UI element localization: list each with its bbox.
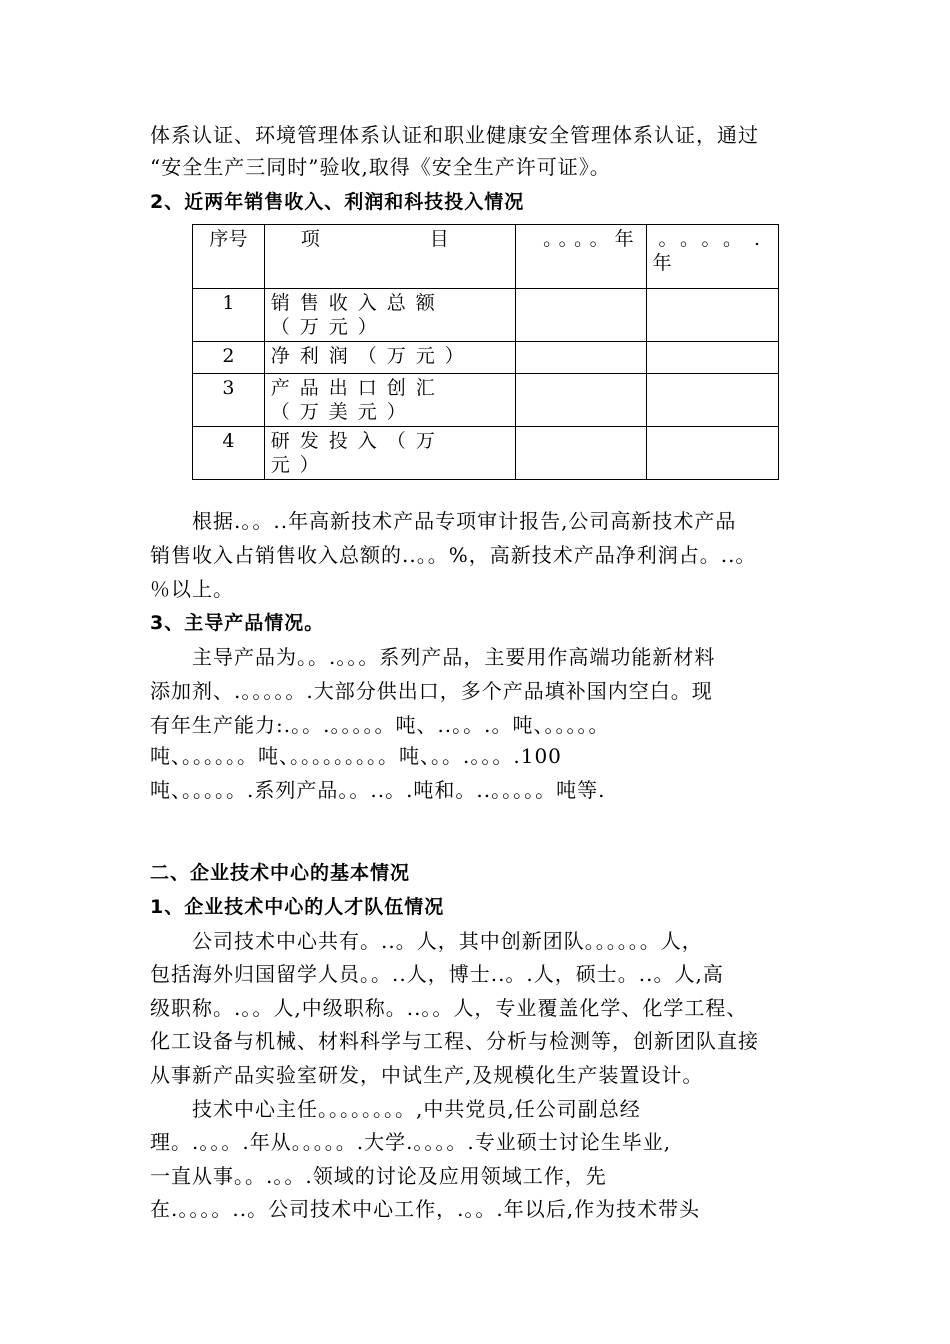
paragraph-line: 在.。。。。..。公司技术中心工作，.。。.年以后,作为技术带头	[150, 1197, 701, 1221]
row-label-line: 产品出口创汇	[270, 377, 445, 399]
header-cell-year2	[646, 225, 778, 289]
row-number: 2	[193, 342, 265, 374]
table-row	[193, 342, 779, 374]
row-label	[264, 374, 516, 427]
header-year2-top: 。。。。.	[658, 228, 772, 250]
paragraph-line: 有年生产能力:.。。.。。。。。吨、..。。.。吨、。。。。。	[150, 713, 610, 737]
section-heading: 3、主导产品情况。	[150, 612, 325, 634]
header-year2-bottom: 年	[652, 252, 672, 274]
paragraph-line: 理。.。。。.年从。。。。。.大学.。。。。.专业硕士讨论生毕业,	[150, 1130, 672, 1154]
paragraph-line: 体系认证、环境管理体系认证和职业健康安全管理体系认证，通过	[150, 123, 759, 147]
table-row	[193, 427, 779, 480]
row-number: 3	[193, 374, 265, 427]
table-header-row	[193, 225, 779, 289]
row-number: 1	[193, 289, 265, 342]
header-cell-no: 序号	[193, 225, 265, 289]
row-value-year1	[516, 374, 646, 427]
paragraph-line: 根据.。。..年高新技术产品专项审计报告,公司高新技术产品	[192, 509, 737, 533]
row-label-line: （万美元）	[270, 401, 416, 423]
paragraph-line: ％以上。	[150, 577, 234, 601]
paragraph-line: 一直从事。。.。。.领域的讨论及应用领域工作，先	[150, 1164, 607, 1188]
row-label-line: 销售收入总额	[270, 292, 445, 314]
row-label	[264, 289, 516, 342]
paragraph-line: “安全生产三同时”验收,取得《安全生产许可证》。	[150, 155, 611, 179]
row-label-line: 研发投入（万	[270, 430, 445, 452]
sales-profit-table	[192, 224, 779, 480]
row-value-year1	[516, 427, 646, 480]
header-cell-year1: 。。。。年	[516, 225, 646, 289]
paragraph-line: 级职称。.。。人,中级职称。..。。人，专业覆盖化学、化学工程、	[150, 996, 748, 1020]
row-number: 4	[193, 427, 265, 480]
header-item-b: 目	[429, 228, 459, 250]
subsection-heading: 1、企业技术中心的人才队伍情况	[150, 896, 445, 918]
row-value-year1	[516, 342, 646, 374]
table-row	[193, 289, 779, 342]
table-row	[193, 374, 779, 427]
paragraph-line: 销售收入占销售收入总额的..。。%，高新技术产品净利润占。..。	[150, 543, 757, 567]
header-cell-item	[264, 225, 516, 289]
paragraph-line: 吨、。。。。。.系列产品。。..。.吨和。..。。。。。吨等.	[150, 778, 606, 802]
paragraph-line: 化工设备与机械、材料科学与工程、分析与检测等，创新团队直接	[150, 1029, 759, 1053]
row-value-year2	[646, 342, 778, 374]
paragraph-line: 吨、。。。。。。吨、。。。。。。。。。吨、。。.。。。.100	[150, 744, 562, 768]
row-value-year2	[646, 374, 778, 427]
row-label-line: 元）	[270, 454, 329, 476]
row-label-line: （万元）	[270, 316, 387, 338]
row-value-year1	[516, 289, 646, 342]
paragraph-line: 主导产品为。。.。。。系列产品，主要用作高端功能新材料	[192, 645, 716, 669]
row-label	[264, 427, 516, 480]
row-label-line: 净利润（万元）	[270, 345, 474, 367]
row-value-year2	[646, 289, 778, 342]
paragraph-line: 包括海外归国留学人员。。..人，博士..。.人，硕士。..。人,高	[150, 962, 724, 986]
part-heading: 二、企业技术中心的基本情况	[150, 862, 411, 884]
paragraph-line: 从事新产品实验室研发，中试生产,及规模化生产装置设计。	[150, 1063, 704, 1087]
row-value-year2	[646, 427, 778, 480]
row-label	[264, 342, 516, 374]
paragraph-line: 添加剂、.。。。。。.大部分供出口，多个产品填补国内空白。现	[150, 679, 713, 703]
paragraph-line: 技术中心主任。。。。。。。。,中共党员,任公司副总经	[192, 1097, 641, 1121]
section-heading: 2、近两年销售收入、利润和科技投入情况	[150, 191, 525, 213]
header-item-a: 项	[300, 228, 330, 250]
paragraph-line: 公司技术中心共有。..。人，其中创新团队。。。。。。人，	[192, 929, 703, 953]
